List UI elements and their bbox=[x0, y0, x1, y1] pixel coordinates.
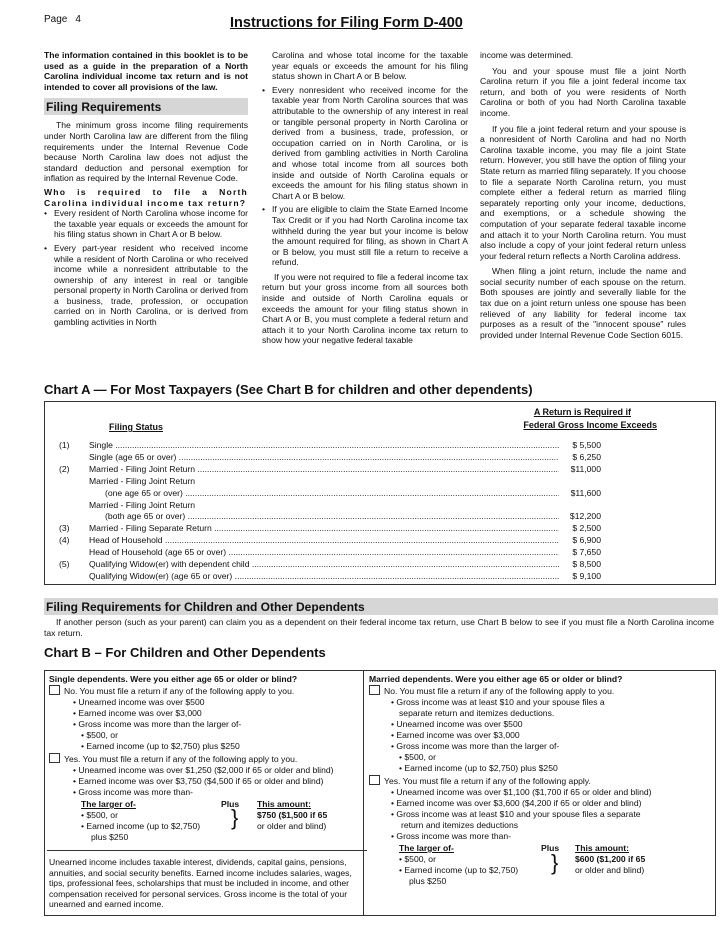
chart-b-title: Chart B – For Children and Other Dependents bbox=[44, 645, 326, 660]
list-item: • Unearned income was over $1,100 ($1,700 if 65 or older and blind) bbox=[391, 787, 652, 797]
list-item: • $500, or bbox=[81, 730, 118, 740]
continued-text: Carolina and whose total income for the taxable year equals or exceeds the amount for his filing status shown in Chart A or B below. bbox=[272, 50, 468, 82]
list-item: • Earned income was over $3,000 bbox=[391, 730, 520, 740]
list-item: • Gross income was more than- bbox=[391, 831, 512, 841]
list-item: • Earned income (up to $2,750) plus $250 bbox=[399, 763, 558, 773]
list-item: • $500, or bbox=[399, 854, 436, 864]
federal-return-para: If you were not required to file a federal income tax return but your gross income from all sources both inside and outside of North Carolina equals or exceeds the amount for your filing status shown in Chart A or B, you must complete a federal return and attach it to your North Carolina income tax return to show how your negative federal taxable bbox=[262, 271, 468, 346]
chart-a-table bbox=[44, 401, 716, 585]
chart-a-header-income: Federal Gross Income Exceeds bbox=[523, 420, 657, 430]
income-threshold: $ 8,500 bbox=[572, 559, 601, 569]
income-threshold: $ 7,650 bbox=[572, 547, 601, 558]
filing-status-label: Head of Household (age 65 or over) ..... bbox=[89, 547, 559, 558]
table-row bbox=[45, 547, 715, 558]
list-item-cont: plus $250 bbox=[409, 876, 447, 886]
row-number: (3) bbox=[59, 523, 70, 534]
chart-a-header-status: Filing Status bbox=[109, 422, 163, 432]
filing-status-label: Married - Filing Joint Return bbox=[89, 475, 196, 486]
dependents-text: If another person (such as your parent) can claim you as a dependent on their federal income tax return, use Chart B below to see if you must file a North Carolina income tax return. bbox=[44, 617, 714, 638]
income-threshold: $ 2,500 bbox=[572, 523, 601, 534]
list-item: • Earned income was over $3,600 ($4,200 if 65 or older and blind) bbox=[391, 798, 642, 808]
single-dependents-question: Single dependents. Were you either age 65 or older or blind? bbox=[49, 674, 298, 684]
married-dependents-question: Married dependents. Were you either age 65 or older or blind? bbox=[369, 674, 623, 684]
married-yes-checkbox[interactable] bbox=[369, 775, 380, 785]
filing-status-label: Married - Filing Joint Return bbox=[89, 499, 196, 510]
amount-value-cont: or older and blind) bbox=[575, 865, 645, 875]
row-number: (5) bbox=[59, 559, 70, 569]
larger-of-label: The larger of- bbox=[81, 799, 136, 809]
list-item: • Earned income was over $3,000 bbox=[73, 708, 202, 718]
filing-status-label: Married - Filing Joint Return ..... bbox=[89, 464, 559, 475]
income-threshold: $ 5,500 bbox=[572, 440, 601, 450]
nonresident-list bbox=[262, 85, 468, 268]
single-no-checkbox[interactable] bbox=[49, 685, 60, 695]
row-number: (1) bbox=[59, 440, 70, 450]
page-number: Page 4 bbox=[44, 14, 81, 25]
income-definitions-note: Unearned income includes taxable interest, dividends, capital gains, pensions, annuities, and social security benefits. Earned income includes salaries, wages, tips, professional fees, scholarships that must be included in income, and other compensation received for personal services. Gross income is the total of your unearned and earned income. bbox=[47, 850, 367, 910]
single-no-option[interactable]: No. You must file a return if any of the following apply to you. bbox=[49, 685, 294, 697]
this-amount-label: This amount: bbox=[257, 799, 311, 809]
single-yes-option[interactable]: Yes. You must file a return if any of the following apply to you. bbox=[49, 753, 297, 765]
column-1 bbox=[44, 50, 248, 328]
who-must-file-question: Who is required to file a North Carolina individual income tax return? bbox=[44, 186, 248, 208]
list-item: • If you are eligible to claim the State Earned Income Tax Credit or if you had North Carolina income tax withheld during the year but your income is below the amount required for filing, as shown in Chart A or B below, you must still file a return to receive a refund. bbox=[262, 204, 468, 268]
list-item: • Every nonresident who received income for the taxable year from North Carolina sources that was attributable to the ownership of any interest in real or tangible personal property in North Carolina or derived from a business, trade, profession, or occupation carried on in North Carolina, or is derived from gambling activities in North Carolina and whose total income from all sources both inside and outside of North Carolina equals or exceeds the amount for his filing status shown in Chart A or B below. bbox=[262, 85, 468, 202]
column-3 bbox=[480, 50, 686, 340]
single-yes-checkbox[interactable] bbox=[49, 753, 60, 763]
table-row bbox=[45, 476, 715, 487]
filing-status-label: (both age 65 or over) ..... bbox=[105, 511, 559, 522]
list-item: • Gross income was more than- bbox=[73, 787, 194, 797]
column-2 bbox=[262, 50, 468, 346]
list-item: • Unearned income was over $500 bbox=[391, 719, 523, 729]
list-item: • Gross income was more than the larger of- bbox=[73, 719, 242, 729]
nonresident-spouse-para: If you file a joint federal return and your spouse is a nonresident of North Carolina and had no North Carolina taxable income, you may file a joint State return. However, you still have the option of filing your State return as married filing separately. If you choose to file a separate North Carolina return, you must complete either a federal return as married filing separately reporting only your income, deductions, and exemptions, or a schedule showing the computation of your separate federal taxable income and attach it to your North Carolina return. You must also include a copy of your joint federal return unless your federal return reflects a North Carolina address. bbox=[480, 123, 686, 261]
filing-status-label: (one age 65 or over) ..... bbox=[105, 488, 559, 499]
dependents-heading: Filing Requirements for Children and Other Dependents bbox=[44, 598, 718, 615]
table-row bbox=[45, 535, 715, 546]
table-row bbox=[45, 488, 715, 499]
list-item-cont: return and itemizes deductions bbox=[401, 820, 519, 830]
income-threshold: $ 6,900 bbox=[572, 535, 601, 546]
list-item: • Gross income was more than the larger of- bbox=[391, 741, 560, 751]
list-item: • Gross income was at least $10 and your spouse files a bbox=[391, 697, 605, 707]
joint-liability-para: When filing a joint return, include the name and social security number of each spouse on the return. Both spouses are jointly and severally liable for the tax due on a joint return unless one spouse has been relieved of any liability for federal income tax purposes as a result of the "innocent spouse" rules provided under Internal Revenue Code Section 6015. bbox=[480, 266, 686, 340]
list-item: • $500, or bbox=[399, 752, 436, 762]
list-item: • Every part-year resident who received income while a resident of North Carolina or who received income while a nonresident attributable to the ownership of any interest in real or tangible personal property in North Carolina or derived from a business, trade, profession, or occupation carried on in North Carolina, or is derived from gambling activities in North bbox=[44, 243, 248, 328]
filing-status-label: Single (age 65 or over) ..... bbox=[89, 452, 559, 463]
list-item: • Unearned income was over $500 bbox=[73, 697, 205, 707]
row-number: (4) bbox=[59, 535, 70, 546]
list-item: • Gross income was at least $10 and your spouse files a separate bbox=[391, 809, 641, 819]
page-title: Instructions for Filing Form D-400 bbox=[230, 15, 463, 31]
income-threshold: $ 9,100 bbox=[572, 570, 601, 581]
table-row bbox=[45, 571, 715, 582]
chart-b-table bbox=[44, 670, 716, 916]
plus-label: Plus bbox=[221, 799, 240, 809]
list-item: • Earned income was over $3,750 ($4,500 if 65 or older and blind) bbox=[73, 776, 324, 786]
amount-value: $750 ($1,500 if 65 bbox=[257, 810, 328, 820]
list-item: • Earned income (up to $2,750) bbox=[399, 865, 519, 875]
table-row bbox=[45, 452, 715, 463]
table-row bbox=[45, 464, 715, 475]
chart-a-header-required: A Return is Required if bbox=[533, 407, 631, 417]
income-threshold: $11,600 bbox=[570, 487, 601, 498]
brace-icon: } bbox=[551, 850, 559, 875]
income-threshold: $12,200 bbox=[569, 511, 601, 522]
married-yes-option[interactable]: Yes. You must file a return if any of the following apply. bbox=[369, 775, 591, 787]
this-amount-label: This amount: bbox=[575, 843, 629, 853]
brace-icon: } bbox=[231, 805, 239, 830]
joint-return-para: You and your spouse must file a joint North Carolina return if you file a joint federal income tax return, and both of you were residents of North Carolina or both of you had North Carolina taxable income. bbox=[480, 65, 686, 118]
table-row bbox=[45, 440, 715, 451]
income-threshold: $ 6,250 bbox=[572, 451, 601, 462]
chart-a-title: Chart A — For Most Taxpayers (See Chart B for children and other dependents) bbox=[44, 382, 533, 397]
married-no-option[interactable]: No. You must file a return if any of the following apply to you. bbox=[369, 685, 614, 697]
married-no-checkbox[interactable] bbox=[369, 685, 380, 695]
list-item-cont: separate return and itemizes deductions. bbox=[399, 708, 555, 718]
plus-label: Plus bbox=[541, 843, 560, 853]
table-row bbox=[45, 523, 715, 534]
table-row bbox=[45, 500, 715, 511]
list-item: • $500, or bbox=[81, 810, 118, 820]
filing-status-label: Married - Filing Separate Return ..... bbox=[89, 523, 559, 534]
filing-status-label: Qualifying Widow(er) with dependent child ..... bbox=[89, 559, 559, 570]
filing-status-label: Single ..... bbox=[89, 440, 559, 451]
row-number: (2) bbox=[59, 463, 70, 474]
income-threshold: $11,000 bbox=[570, 463, 601, 474]
filing-status-label: Head of Household ..... bbox=[89, 535, 559, 546]
list-item: • Every resident of North Carolina whose income for the taxable year equals or exceeds the amount for his filing status shown in Chart A or B below. bbox=[44, 208, 248, 240]
continued-text: income was determined. bbox=[480, 50, 574, 60]
list-item: • Earned income (up to $2,750) plus $250 bbox=[81, 741, 240, 751]
amount-value-cont: or older and blind) bbox=[257, 821, 327, 831]
table-row bbox=[45, 511, 715, 522]
filing-status-label: Qualifying Widow(er) (age 65 or over) ..... bbox=[89, 571, 559, 582]
who-must-file-list bbox=[44, 208, 248, 328]
list-item-cont: plus $250 bbox=[91, 832, 129, 842]
amount-value: $600 ($1,200 if 65 bbox=[575, 854, 646, 864]
intro-text: The information contained in this booklet is to be used as a guide in the preparation of a North Carolina individual income tax return and is not intended to cover all provisions of the law. bbox=[44, 50, 248, 92]
larger-of-label: The larger of- bbox=[399, 843, 454, 853]
filing-requirements-heading: Filing Requirements bbox=[44, 98, 248, 115]
table-row bbox=[45, 559, 715, 570]
filing-requirements-para: The minimum gross income filing requirements under North Carolina law are different from the filing requirements under the Internal Revenue Code because North Carolina law does not adjust the standard deduction and personal exemption for inflation as required by the Internal Revenue Code. bbox=[44, 120, 248, 184]
list-item: • Unearned income was over $1,250 ($2,000 if 65 or older and blind) bbox=[73, 765, 334, 775]
list-item: • Earned income (up to $2,750) bbox=[81, 821, 201, 831]
